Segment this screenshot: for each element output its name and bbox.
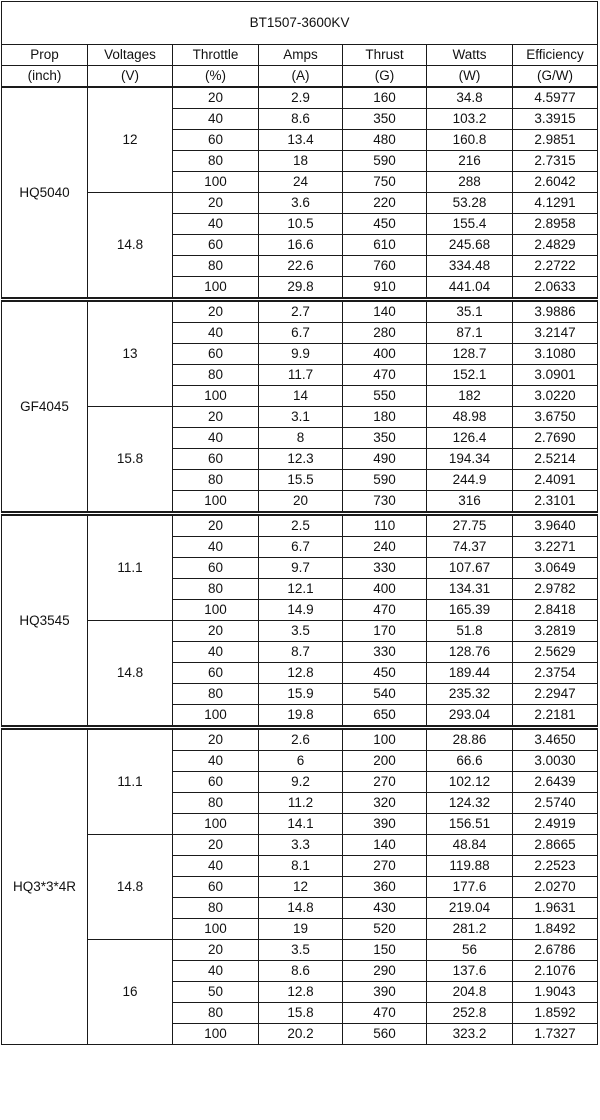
throttle-cell: 100 [173,919,259,940]
amps-cell: 12.1 [259,579,343,600]
throttle-cell: 60 [173,877,259,898]
throttle-cell: 40 [173,537,259,558]
throttle-cell: 20 [173,514,259,537]
throttle-cell: 50 [173,982,259,1003]
watts-cell: 155.4 [427,214,513,235]
efficiency-cell: 2.3754 [513,663,598,684]
header-voltage-unit: (V) [88,66,173,88]
efficiency-cell: 2.5740 [513,793,598,814]
efficiency-cell: 3.0220 [513,386,598,407]
efficiency-cell: 3.0030 [513,751,598,772]
thrust-cell: 610 [343,235,427,256]
amps-cell: 3.1 [259,407,343,428]
efficiency-cell: 2.2722 [513,256,598,277]
motor-test-sheet [1,1,597,1117]
efficiency-cell: 2.0270 [513,877,598,898]
amps-cell: 2.5 [259,514,343,537]
throttle-cell: 100 [173,386,259,407]
throttle-cell: 20 [173,621,259,642]
throttle-cell: 20 [173,300,259,323]
watts-cell: 51.8 [427,621,513,642]
amps-cell: 9.9 [259,344,343,365]
throttle-cell: 60 [173,130,259,151]
efficiency-cell: 3.0649 [513,558,598,579]
watts-cell: 128.7 [427,344,513,365]
amps-cell: 8.7 [259,642,343,663]
efficiency-cell: 2.6439 [513,772,598,793]
efficiency-cell: 3.4650 [513,728,598,751]
watts-cell: 48.84 [427,835,513,856]
thrust-cell: 590 [343,151,427,172]
thrust-cell: 520 [343,919,427,940]
thrust-cell: 140 [343,300,427,323]
watts-cell: 34.8 [427,87,513,109]
header-efficiency-unit: (G/W) [513,66,598,88]
watts-cell: 156.51 [427,814,513,835]
throttle-cell: 20 [173,193,259,214]
efficiency-cell: 2.9782 [513,579,598,600]
thrust-cell: 220 [343,193,427,214]
amps-cell: 9.2 [259,772,343,793]
efficiency-cell: 2.7315 [513,151,598,172]
throttle-cell: 60 [173,772,259,793]
throttle-cell: 60 [173,449,259,470]
header-watts: Watts [427,45,513,66]
throttle-cell: 80 [173,793,259,814]
amps-cell: 3.5 [259,621,343,642]
efficiency-cell: 2.8958 [513,214,598,235]
thrust-cell: 760 [343,256,427,277]
watts-cell: 134.31 [427,579,513,600]
voltage-cell: 16 [88,940,173,1045]
throttle-cell: 60 [173,558,259,579]
prop-group [2,87,598,300]
watts-cell: 194.34 [427,449,513,470]
prop-name-cell: GF4045 [2,300,88,514]
throttle-cell: 20 [173,940,259,961]
amps-cell: 8.1 [259,856,343,877]
efficiency-cell: 1.8592 [513,1003,598,1024]
amps-cell: 12.8 [259,982,343,1003]
efficiency-cell: 2.0633 [513,277,598,300]
throttle-cell: 60 [173,344,259,365]
throttle-cell: 100 [173,705,259,728]
efficiency-cell: 3.0901 [513,365,598,386]
header-unit-row [2,66,598,88]
efficiency-cell: 2.1076 [513,961,598,982]
watts-cell: 128.76 [427,642,513,663]
header-voltage: Voltages [88,45,173,66]
efficiency-cell: 2.5629 [513,642,598,663]
throttle-cell: 80 [173,256,259,277]
thrust-cell: 400 [343,344,427,365]
efficiency-cell: 2.6786 [513,940,598,961]
efficiency-cell: 2.4829 [513,235,598,256]
amps-cell: 12 [259,877,343,898]
amps-cell: 2.9 [259,87,343,109]
thrust-cell: 750 [343,172,427,193]
thrust-cell: 320 [343,793,427,814]
voltage-cell: 14.8 [88,193,173,300]
voltage-cell: 14.8 [88,835,173,940]
motor-test-table [1,1,598,1045]
prop-name-cell: HQ5040 [2,87,88,300]
efficiency-cell: 1.7327 [513,1024,598,1045]
throttle-cell: 40 [173,109,259,130]
thrust-cell: 450 [343,663,427,684]
header-throttle: Throttle [173,45,259,66]
amps-cell: 14.1 [259,814,343,835]
efficiency-cell: 2.4091 [513,470,598,491]
thrust-cell: 650 [343,705,427,728]
watts-cell: 216 [427,151,513,172]
voltage-cell: 11.1 [88,514,173,621]
efficiency-cell: 3.2819 [513,621,598,642]
watts-cell: 252.8 [427,1003,513,1024]
amps-cell: 20.2 [259,1024,343,1045]
amps-cell: 11.2 [259,793,343,814]
table-row [2,407,598,428]
throttle-cell: 100 [173,814,259,835]
watts-cell: 182 [427,386,513,407]
thrust-cell: 590 [343,470,427,491]
throttle-cell: 40 [173,428,259,449]
watts-cell: 107.67 [427,558,513,579]
amps-cell: 6.7 [259,323,343,344]
table-title: BT1507-3600KV [2,2,598,45]
throttle-cell: 100 [173,600,259,621]
thrust-cell: 200 [343,751,427,772]
amps-cell: 8 [259,428,343,449]
prop-group [2,514,598,728]
watts-cell: 126.4 [427,428,513,449]
voltage-cell: 12 [88,87,173,193]
table-row [2,300,598,323]
efficiency-cell: 2.2523 [513,856,598,877]
thrust-cell: 280 [343,323,427,344]
thrust-cell: 910 [343,277,427,300]
throttle-cell: 100 [173,172,259,193]
watts-cell: 53.28 [427,193,513,214]
amps-cell: 29.8 [259,277,343,300]
thrust-cell: 540 [343,684,427,705]
amps-cell: 14.8 [259,898,343,919]
efficiency-cell: 1.8492 [513,919,598,940]
table-row [2,621,598,642]
watts-cell: 35.1 [427,300,513,323]
header-watts-unit: (W) [427,66,513,88]
watts-cell: 137.6 [427,961,513,982]
amps-cell: 9.7 [259,558,343,579]
header-thrust-unit: (G) [343,66,427,88]
efficiency-cell: 3.6750 [513,407,598,428]
watts-cell: 281.2 [427,919,513,940]
thrust-cell: 350 [343,109,427,130]
thrust-cell: 390 [343,814,427,835]
efficiency-cell: 2.5214 [513,449,598,470]
header-name-row [2,45,598,66]
watts-cell: 235.32 [427,684,513,705]
watts-cell: 124.32 [427,793,513,814]
thrust-cell: 270 [343,772,427,793]
throttle-cell: 60 [173,663,259,684]
thrust-cell: 270 [343,856,427,877]
thrust-cell: 550 [343,386,427,407]
throttle-cell: 100 [173,491,259,514]
throttle-cell: 40 [173,642,259,663]
watts-cell: 165.39 [427,600,513,621]
watts-cell: 102.12 [427,772,513,793]
throttle-cell: 20 [173,835,259,856]
header-prop: Prop [2,45,88,66]
efficiency-cell: 3.2271 [513,537,598,558]
throttle-cell: 20 [173,728,259,751]
thrust-cell: 240 [343,537,427,558]
voltage-cell: 15.8 [88,407,173,514]
amps-cell: 13.4 [259,130,343,151]
amps-cell: 19 [259,919,343,940]
watts-cell: 293.04 [427,705,513,728]
amps-cell: 3.6 [259,193,343,214]
watts-cell: 48.98 [427,407,513,428]
table-row [2,728,598,751]
thrust-cell: 330 [343,642,427,663]
efficiency-cell: 2.6042 [513,172,598,193]
amps-cell: 12.8 [259,663,343,684]
amps-cell: 14.9 [259,600,343,621]
efficiency-cell: 3.1080 [513,344,598,365]
amps-cell: 15.8 [259,1003,343,1024]
amps-cell: 6 [259,751,343,772]
voltage-cell: 14.8 [88,621,173,728]
header-amps-unit: (A) [259,66,343,88]
amps-cell: 11.7 [259,365,343,386]
efficiency-cell: 3.3915 [513,109,598,130]
thrust-cell: 470 [343,365,427,386]
efficiency-cell: 1.9631 [513,898,598,919]
header-amps: Amps [259,45,343,66]
efficiency-cell: 2.4919 [513,814,598,835]
thrust-cell: 170 [343,621,427,642]
watts-cell: 244.9 [427,470,513,491]
efficiency-cell: 2.7690 [513,428,598,449]
thrust-cell: 150 [343,940,427,961]
table-row [2,940,598,961]
prop-name-cell: HQ3545 [2,514,88,728]
efficiency-cell: 4.1291 [513,193,598,214]
table-row [2,87,598,109]
table-row [2,835,598,856]
amps-cell: 20 [259,491,343,514]
amps-cell: 6.7 [259,537,343,558]
thrust-cell: 400 [343,579,427,600]
amps-cell: 19.8 [259,705,343,728]
thrust-cell: 470 [343,1003,427,1024]
efficiency-cell: 1.9043 [513,982,598,1003]
watts-cell: 103.2 [427,109,513,130]
amps-cell: 2.7 [259,300,343,323]
amps-cell: 8.6 [259,109,343,130]
efficiency-cell: 2.3101 [513,491,598,514]
watts-cell: 316 [427,491,513,514]
throttle-cell: 80 [173,898,259,919]
watts-cell: 323.2 [427,1024,513,1045]
table-row [2,193,598,214]
throttle-cell: 20 [173,407,259,428]
voltage-cell: 13 [88,300,173,407]
watts-cell: 27.75 [427,514,513,537]
watts-cell: 288 [427,172,513,193]
amps-cell: 15.9 [259,684,343,705]
throttle-cell: 40 [173,961,259,982]
thrust-cell: 100 [343,728,427,751]
watts-cell: 177.6 [427,877,513,898]
amps-cell: 24 [259,172,343,193]
watts-cell: 56 [427,940,513,961]
amps-cell: 22.6 [259,256,343,277]
efficiency-cell: 2.2947 [513,684,598,705]
thrust-cell: 470 [343,600,427,621]
throttle-cell: 80 [173,151,259,172]
amps-cell: 2.6 [259,728,343,751]
watts-cell: 334.48 [427,256,513,277]
efficiency-cell: 3.9886 [513,300,598,323]
throttle-cell: 40 [173,751,259,772]
efficiency-cell: 2.8418 [513,600,598,621]
amps-cell: 15.5 [259,470,343,491]
watts-cell: 441.04 [427,277,513,300]
efficiency-cell: 2.8665 [513,835,598,856]
watts-cell: 119.88 [427,856,513,877]
prop-name-cell: HQ3*3*4R [2,728,88,1045]
throttle-cell: 20 [173,87,259,109]
efficiency-cell: 3.2147 [513,323,598,344]
thrust-cell: 490 [343,449,427,470]
efficiency-cell: 2.9851 [513,130,598,151]
amps-cell: 18 [259,151,343,172]
throttle-cell: 60 [173,235,259,256]
amps-cell: 3.5 [259,940,343,961]
voltage-cell: 11.1 [88,728,173,835]
thrust-cell: 160 [343,87,427,109]
efficiency-cell: 2.2181 [513,705,598,728]
amps-cell: 12.3 [259,449,343,470]
watts-cell: 204.8 [427,982,513,1003]
thrust-cell: 350 [343,428,427,449]
header-prop-unit: (inch) [2,66,88,88]
throttle-cell: 80 [173,365,259,386]
thrust-cell: 450 [343,214,427,235]
watts-cell: 66.6 [427,751,513,772]
watts-cell: 160.8 [427,130,513,151]
thrust-cell: 390 [343,982,427,1003]
efficiency-cell: 4.5977 [513,87,598,109]
throttle-cell: 80 [173,579,259,600]
header-throttle-unit: (%) [173,66,259,88]
thrust-cell: 180 [343,407,427,428]
efficiency-cell: 3.9640 [513,514,598,537]
watts-cell: 189.44 [427,663,513,684]
amps-cell: 3.3 [259,835,343,856]
watts-cell: 219.04 [427,898,513,919]
header-efficiency: Efficiency [513,45,598,66]
prop-group [2,728,598,1045]
amps-cell: 8.6 [259,961,343,982]
thrust-cell: 480 [343,130,427,151]
prop-group [2,300,598,514]
throttle-cell: 40 [173,323,259,344]
table-row [2,514,598,537]
watts-cell: 245.68 [427,235,513,256]
watts-cell: 152.1 [427,365,513,386]
header-thrust: Thrust [343,45,427,66]
thrust-cell: 140 [343,835,427,856]
throttle-cell: 80 [173,470,259,491]
throttle-cell: 80 [173,1003,259,1024]
throttle-cell: 100 [173,1024,259,1045]
watts-cell: 74.37 [427,537,513,558]
amps-cell: 10.5 [259,214,343,235]
thrust-cell: 560 [343,1024,427,1045]
throttle-cell: 80 [173,684,259,705]
thrust-cell: 290 [343,961,427,982]
thrust-cell: 430 [343,898,427,919]
throttle-cell: 100 [173,277,259,300]
throttle-cell: 40 [173,856,259,877]
amps-cell: 14 [259,386,343,407]
amps-cell: 16.6 [259,235,343,256]
throttle-cell: 40 [173,214,259,235]
watts-cell: 28.86 [427,728,513,751]
thrust-cell: 360 [343,877,427,898]
watts-cell: 87.1 [427,323,513,344]
thrust-cell: 110 [343,514,427,537]
thrust-cell: 730 [343,491,427,514]
thrust-cell: 330 [343,558,427,579]
